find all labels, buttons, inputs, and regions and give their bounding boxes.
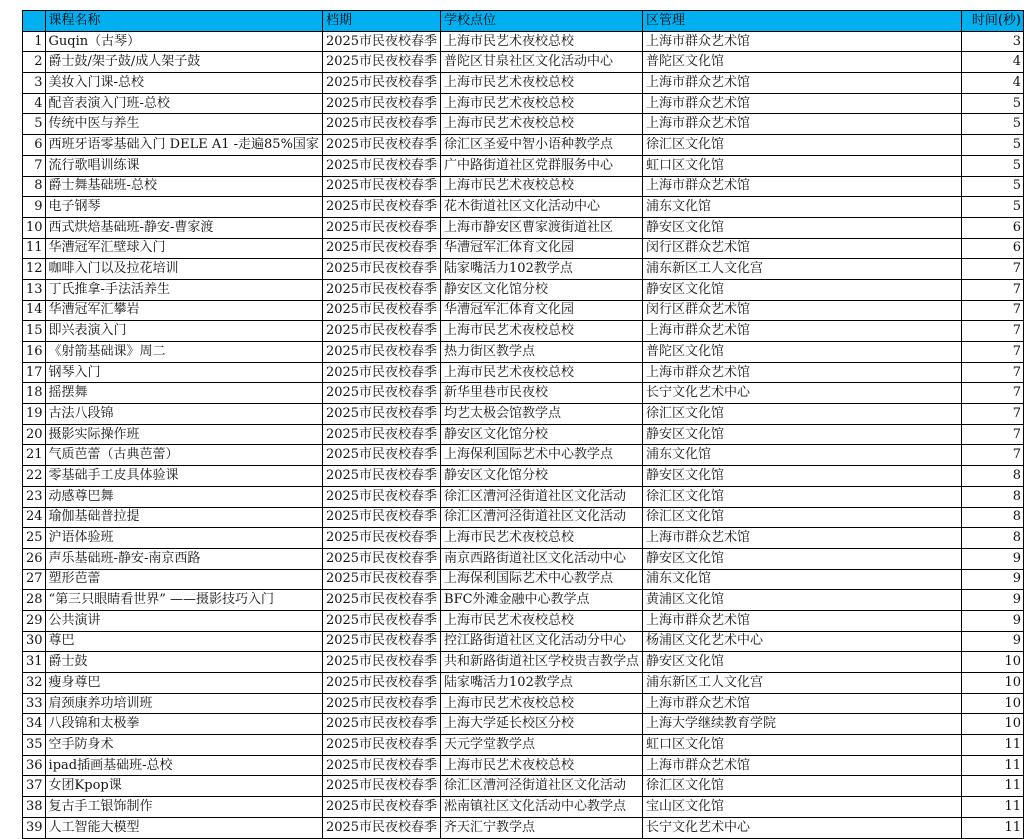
- time-cell[interactable]: 5: [962, 114, 1024, 135]
- table-row: [23, 776, 1024, 797]
- table-row: [23, 755, 1024, 776]
- course-name-cell[interactable]: 即兴表演入门: [45, 321, 322, 342]
- district-cell[interactable]: 普陀区文化馆: [643, 342, 962, 363]
- course-table: [22, 10, 1024, 839]
- school-cell[interactable]: 上海市民艺术夜校总校: [441, 610, 643, 631]
- time-cell[interactable]: 7: [962, 300, 1024, 321]
- course-name-cell[interactable]: 气质芭蕾（古典芭蕾）: [45, 445, 322, 466]
- district-cell[interactable]: 徐汇区文化馆: [643, 507, 962, 528]
- district-cell[interactable]: 上海市群众艺术馆: [643, 31, 962, 52]
- table-row: [23, 652, 1024, 673]
- course-name-cell[interactable]: 咖啡入门以及拉花培训: [45, 259, 322, 280]
- term-cell[interactable]: 2025市民夜校春季: [322, 114, 440, 135]
- time-cell[interactable]: 9: [962, 590, 1024, 611]
- row-index-cell[interactable]: 34: [23, 714, 46, 735]
- course-name-cell[interactable]: 配音表演入门班-总校: [45, 93, 322, 114]
- district-cell[interactable]: 宝山区文化馆: [643, 797, 962, 818]
- table-row: [23, 569, 1024, 590]
- school-cell[interactable]: 陆家嘴活力102教学点: [441, 259, 643, 280]
- school-cell[interactable]: 控江路街道社区文化活动分中心: [441, 631, 643, 652]
- time-cell[interactable]: 10: [962, 673, 1024, 694]
- course-name-cell[interactable]: 摄影实际操作班: [45, 424, 322, 445]
- time-cell[interactable]: 7: [962, 259, 1024, 280]
- district-cell[interactable]: 浦东文化馆: [643, 445, 962, 466]
- table-row: [23, 383, 1024, 404]
- time-cell[interactable]: 7: [962, 445, 1024, 466]
- time-cell[interactable]: 7: [962, 279, 1024, 300]
- course-name-cell[interactable]: 八段锦和太极拳: [45, 714, 322, 735]
- table-row: [23, 321, 1024, 342]
- term-cell[interactable]: 2025市民夜校春季: [322, 776, 440, 797]
- time-cell[interactable]: 7: [962, 383, 1024, 404]
- term-cell[interactable]: 2025市民夜校春季: [322, 73, 440, 94]
- term-cell[interactable]: 2025市民夜校春季: [322, 362, 440, 383]
- time-cell[interactable]: 11: [962, 817, 1024, 838]
- time-cell[interactable]: 10: [962, 714, 1024, 735]
- time-cell[interactable]: 6: [962, 217, 1024, 238]
- table-row: [23, 238, 1024, 259]
- table-row: [23, 610, 1024, 631]
- course-name-cell[interactable]: 西班牙语零基础入门 DELE A1 -走遍85%国家: [45, 135, 322, 156]
- row-index-cell[interactable]: 28: [23, 590, 46, 611]
- row-index-cell[interactable]: 9: [23, 197, 46, 218]
- course-name-cell[interactable]: 尊巴: [45, 631, 322, 652]
- district-cell[interactable]: 静安区文化馆: [643, 548, 962, 569]
- school-cell[interactable]: 静安区文化馆分校: [441, 279, 643, 300]
- school-cell[interactable]: 上海市民艺术夜校总校: [441, 114, 643, 135]
- school-cell[interactable]: 华漕冠军汇体育文化园: [441, 238, 643, 259]
- table-row: [23, 279, 1024, 300]
- table-row: [23, 590, 1024, 611]
- term-cell[interactable]: 2025市民夜校春季: [322, 238, 440, 259]
- school-cell[interactable]: 共和新路街道社区学校贵吉教学点: [441, 652, 643, 673]
- course-name-cell[interactable]: 电子钢琴: [45, 197, 322, 218]
- course-name-cell[interactable]: 古法八段锦: [45, 404, 322, 425]
- term-cell[interactable]: 2025市民夜校春季: [322, 735, 440, 756]
- course-name-cell[interactable]: ipad插画基础班-总校: [45, 755, 322, 776]
- table-row: [23, 817, 1024, 838]
- time-cell[interactable]: 7: [962, 342, 1024, 363]
- table-row: [23, 424, 1024, 445]
- table-row: [23, 735, 1024, 756]
- row-index-cell[interactable]: 8: [23, 176, 46, 197]
- district-cell[interactable]: 普陀区文化馆: [643, 52, 962, 73]
- district-cell[interactable]: 黄浦区文化馆: [643, 590, 962, 611]
- table-row: [23, 362, 1024, 383]
- row-index-cell[interactable]: 27: [23, 569, 46, 590]
- district-cell[interactable]: 上海市群众艺术馆: [643, 362, 962, 383]
- table-row: [23, 52, 1024, 73]
- time-cell[interactable]: 3: [962, 31, 1024, 52]
- school-cell[interactable]: 上海市民艺术夜校总校: [441, 362, 643, 383]
- term-cell[interactable]: 2025市民夜校春季: [322, 52, 440, 73]
- district-cell[interactable]: 闵行区群众艺术馆: [643, 300, 962, 321]
- time-cell[interactable]: 9: [962, 610, 1024, 631]
- table-row: [23, 176, 1024, 197]
- time-cell[interactable]: 5: [962, 155, 1024, 176]
- term-cell[interactable]: 2025市民夜校春季: [322, 652, 440, 673]
- time-cell[interactable]: 9: [962, 548, 1024, 569]
- course-name-cell[interactable]: 华漕冠军汇攀岩: [45, 300, 322, 321]
- row-index-cell[interactable]: 22: [23, 466, 46, 487]
- term-cell[interactable]: 2025市民夜校春季: [322, 755, 440, 776]
- time-cell[interactable]: 11: [962, 735, 1024, 756]
- row-index-cell[interactable]: 1: [23, 31, 46, 52]
- term-cell[interactable]: 2025市民夜校春季: [322, 197, 440, 218]
- district-cell[interactable]: 上海市群众艺术馆: [643, 321, 962, 342]
- district-cell[interactable]: 静安区文化馆: [643, 424, 962, 445]
- term-cell[interactable]: 2025市民夜校春季: [322, 279, 440, 300]
- district-cell[interactable]: 上海大学继续教育学院: [643, 714, 962, 735]
- district-cell[interactable]: 浦东文化馆: [643, 569, 962, 590]
- header-row: [23, 11, 1024, 32]
- time-cell[interactable]: 8: [962, 507, 1024, 528]
- school-cell[interactable]: 广中路街道社区党群服务中心: [441, 155, 643, 176]
- district-cell[interactable]: 浦东新区工人文化宫: [643, 673, 962, 694]
- table-row: [23, 445, 1024, 466]
- term-cell[interactable]: 2025市民夜校春季: [322, 155, 440, 176]
- course-name-cell[interactable]: 华漕冠军汇壁球入门: [45, 238, 322, 259]
- school-cell[interactable]: 花木街道社区文化活动中心: [441, 197, 643, 218]
- row-index-cell[interactable]: 23: [23, 486, 46, 507]
- header-term[interactable]: 档期: [322, 11, 440, 32]
- term-cell[interactable]: 2025市民夜校春季: [322, 714, 440, 735]
- time-cell[interactable]: 10: [962, 693, 1024, 714]
- term-cell[interactable]: 2025市民夜校春季: [322, 466, 440, 487]
- term-cell[interactable]: 2025市民夜校春季: [322, 404, 440, 425]
- time-cell[interactable]: 5: [962, 135, 1024, 156]
- term-cell[interactable]: 2025市民夜校春季: [322, 300, 440, 321]
- time-cell[interactable]: 7: [962, 424, 1024, 445]
- course-name-cell[interactable]: 丁氏推拿-手法活养生: [45, 279, 322, 300]
- district-cell[interactable]: 浦东新区工人文化宫: [643, 259, 962, 280]
- header-school[interactable]: 学校点位: [441, 11, 643, 32]
- time-cell[interactable]: 7: [962, 321, 1024, 342]
- table-row: [23, 507, 1024, 528]
- school-cell[interactable]: 上海大学延长校区分校: [441, 714, 643, 735]
- row-index-cell[interactable]: 37: [23, 776, 46, 797]
- course-name-cell[interactable]: 瑜伽基础普拉提: [45, 507, 322, 528]
- district-cell[interactable]: 徐汇区文化馆: [643, 776, 962, 797]
- row-index-cell[interactable]: 19: [23, 404, 46, 425]
- table-row: [23, 673, 1024, 694]
- district-cell[interactable]: 静安区文化馆: [643, 466, 962, 487]
- district-cell[interactable]: 上海市群众艺术馆: [643, 176, 962, 197]
- school-cell[interactable]: 上海市民艺术夜校总校: [441, 73, 643, 94]
- row-index-cell[interactable]: 3: [23, 73, 46, 94]
- row-index-cell[interactable]: 11: [23, 238, 46, 259]
- row-index-cell[interactable]: 12: [23, 259, 46, 280]
- term-cell[interactable]: 2025市民夜校春季: [322, 631, 440, 652]
- district-cell[interactable]: 虹口区文化馆: [643, 735, 962, 756]
- row-index-cell[interactable]: 36: [23, 755, 46, 776]
- row-index-cell[interactable]: 35: [23, 735, 46, 756]
- term-cell[interactable]: 2025市民夜校春季: [322, 507, 440, 528]
- term-cell[interactable]: 2025市民夜校春季: [322, 259, 440, 280]
- time-cell[interactable]: 6: [962, 238, 1024, 259]
- district-cell[interactable]: 闵行区群众艺术馆: [643, 238, 962, 259]
- course-name-cell[interactable]: 沪语体验班: [45, 528, 322, 549]
- district-cell[interactable]: 长宁文化艺术中心: [643, 817, 962, 838]
- term-cell[interactable]: 2025市民夜校春季: [322, 217, 440, 238]
- district-cell[interactable]: 上海市群众艺术馆: [643, 528, 962, 549]
- course-name-cell[interactable]: 传统中医与养生: [45, 114, 322, 135]
- school-cell[interactable]: 上海市民艺术夜校总校: [441, 528, 643, 549]
- row-index-cell[interactable]: 30: [23, 631, 46, 652]
- school-cell[interactable]: 上海保利国际艺术中心教学点: [441, 569, 643, 590]
- time-cell[interactable]: 11: [962, 797, 1024, 818]
- district-cell[interactable]: 上海市群众艺术馆: [643, 93, 962, 114]
- time-cell[interactable]: 5: [962, 197, 1024, 218]
- term-cell[interactable]: 2025市民夜校春季: [322, 548, 440, 569]
- course-name-cell[interactable]: 塑形芭蕾: [45, 569, 322, 590]
- row-index-cell[interactable]: 13: [23, 279, 46, 300]
- row-index-cell[interactable]: 16: [23, 342, 46, 363]
- course-name-cell[interactable]: 流行歌唱训练课: [45, 155, 322, 176]
- header-time[interactable]: 时间(秒): [962, 11, 1024, 32]
- time-cell[interactable]: 4: [962, 73, 1024, 94]
- district-cell[interactable]: 上海市群众艺术馆: [643, 693, 962, 714]
- school-cell[interactable]: 上海市民艺术夜校总校: [441, 176, 643, 197]
- table-row: [23, 73, 1024, 94]
- course-name-cell[interactable]: 爵士鼓: [45, 652, 322, 673]
- row-index-cell[interactable]: 14: [23, 300, 46, 321]
- time-cell[interactable]: 11: [962, 776, 1024, 797]
- school-cell[interactable]: 徐汇区漕河泾街道社区文化活动: [441, 776, 643, 797]
- time-cell[interactable]: 10: [962, 652, 1024, 673]
- term-cell[interactable]: 2025市民夜校春季: [322, 610, 440, 631]
- term-cell[interactable]: 2025市民夜校春季: [322, 424, 440, 445]
- district-cell[interactable]: 长宁文化艺术中心: [643, 383, 962, 404]
- term-cell[interactable]: 2025市民夜校春季: [322, 486, 440, 507]
- school-cell[interactable]: 上海市民艺术夜校总校: [441, 693, 643, 714]
- district-cell[interactable]: 杨浦区文化艺术中心: [643, 631, 962, 652]
- term-cell[interactable]: 2025市民夜校春季: [322, 817, 440, 838]
- course-name-cell[interactable]: 西式烘焙基础班-静安-曹家渡: [45, 217, 322, 238]
- term-cell[interactable]: 2025市民夜校春季: [322, 342, 440, 363]
- school-cell[interactable]: 上海市民艺术夜校总校: [441, 321, 643, 342]
- school-cell[interactable]: 上海市民艺术夜校总校: [441, 31, 643, 52]
- school-cell[interactable]: 淞南镇社区文化活动中心教学点: [441, 797, 643, 818]
- time-cell[interactable]: 4: [962, 52, 1024, 73]
- table-row: [23, 404, 1024, 425]
- row-index-cell[interactable]: 38: [23, 797, 46, 818]
- course-name-cell[interactable]: 女团Kpop课: [45, 776, 322, 797]
- course-name-cell[interactable]: 肩颈康养功培训班: [45, 693, 322, 714]
- school-cell[interactable]: 新华里巷市民夜校: [441, 383, 643, 404]
- school-cell[interactable]: 齐天汇宁教学点: [441, 817, 643, 838]
- row-index-cell[interactable]: 17: [23, 362, 46, 383]
- course-name-cell[interactable]: 爵士鼓/架子鼓/成人架子鼓: [45, 52, 322, 73]
- row-index-cell[interactable]: 2: [23, 52, 46, 73]
- school-cell[interactable]: 上海市民艺术夜校总校: [441, 93, 643, 114]
- course-name-cell[interactable]: 《射箭基础课》周二: [45, 342, 322, 363]
- header-district[interactable]: 区管理: [643, 11, 962, 32]
- school-cell[interactable]: 徐汇区漕河泾街道社区文化活动: [441, 507, 643, 528]
- time-cell[interactable]: 8: [962, 486, 1024, 507]
- header-course-name[interactable]: 课程名称: [45, 11, 322, 32]
- course-name-cell[interactable]: 人工智能大模型: [45, 817, 322, 838]
- district-cell[interactable]: 上海市群众艺术馆: [643, 73, 962, 94]
- term-cell[interactable]: 2025市民夜校春季: [322, 383, 440, 404]
- district-cell[interactable]: 虹口区文化馆: [643, 155, 962, 176]
- course-name-cell[interactable]: 瘦身尊巴: [45, 673, 322, 694]
- table-row: [23, 114, 1024, 135]
- course-name-cell[interactable]: 零基础手工皮具体验课: [45, 466, 322, 487]
- school-cell[interactable]: 上海市民艺术夜校总校: [441, 755, 643, 776]
- table-row: [23, 528, 1024, 549]
- district-cell[interactable]: 静安区文化馆: [643, 279, 962, 300]
- term-cell[interactable]: 2025市民夜校春季: [322, 93, 440, 114]
- row-index-cell[interactable]: 5: [23, 114, 46, 135]
- term-cell[interactable]: 2025市民夜校春季: [322, 673, 440, 694]
- row-index-cell[interactable]: 10: [23, 217, 46, 238]
- row-index-cell[interactable]: 31: [23, 652, 46, 673]
- course-name-cell[interactable]: 空手防身术: [45, 735, 322, 756]
- school-cell[interactable]: 热力街区教学点: [441, 342, 643, 363]
- row-index-cell[interactable]: 18: [23, 383, 46, 404]
- time-cell[interactable]: 7: [962, 362, 1024, 383]
- course-name-cell[interactable]: 美妆入门课-总校: [45, 73, 322, 94]
- course-name-cell[interactable]: 爵士舞基础班-总校: [45, 176, 322, 197]
- row-index-cell[interactable]: 26: [23, 548, 46, 569]
- row-index-cell[interactable]: 24: [23, 507, 46, 528]
- course-name-cell[interactable]: 复古手工银饰制作: [45, 797, 322, 818]
- row-index-cell[interactable]: 29: [23, 610, 46, 631]
- term-cell[interactable]: 2025市民夜校春季: [322, 445, 440, 466]
- row-index-cell[interactable]: 7: [23, 155, 46, 176]
- time-cell[interactable]: 9: [962, 631, 1024, 652]
- row-index-cell[interactable]: 21: [23, 445, 46, 466]
- table-row: [23, 93, 1024, 114]
- school-cell[interactable]: 普陀区甘泉社区文化活动中心: [441, 52, 643, 73]
- table-row: [23, 259, 1024, 280]
- term-cell[interactable]: 2025市民夜校春季: [322, 135, 440, 156]
- table-row: [23, 466, 1024, 487]
- row-index-cell[interactable]: 33: [23, 693, 46, 714]
- table-row: [23, 197, 1024, 218]
- term-cell[interactable]: 2025市民夜校春季: [322, 31, 440, 52]
- district-cell[interactable]: 上海市群众艺术馆: [643, 114, 962, 135]
- school-cell[interactable]: 徐汇区圣爱中智小语种教学点: [441, 135, 643, 156]
- district-cell[interactable]: 上海市群众艺术馆: [643, 610, 962, 631]
- table-row: [23, 714, 1024, 735]
- term-cell[interactable]: 2025市民夜校春季: [322, 528, 440, 549]
- row-index-cell[interactable]: 15: [23, 321, 46, 342]
- school-cell[interactable]: 静安区文化馆分校: [441, 424, 643, 445]
- course-name-cell[interactable]: 公共演讲: [45, 610, 322, 631]
- table-row: [23, 342, 1024, 363]
- table-row: [23, 300, 1024, 321]
- district-cell[interactable]: 徐汇区文化馆: [643, 404, 962, 425]
- school-cell[interactable]: 徐汇区漕河泾街道社区文化活动: [441, 486, 643, 507]
- time-cell[interactable]: 8: [962, 466, 1024, 487]
- school-cell[interactable]: 均艺太极会馆教学点: [441, 404, 643, 425]
- time-cell[interactable]: 8: [962, 528, 1024, 549]
- term-cell[interactable]: 2025市民夜校春季: [322, 569, 440, 590]
- course-name-cell[interactable]: 钢琴入门: [45, 362, 322, 383]
- district-cell[interactable]: 徐汇区文化馆: [643, 135, 962, 156]
- term-cell[interactable]: 2025市民夜校春季: [322, 321, 440, 342]
- course-name-cell[interactable]: 动感尊巴舞: [45, 486, 322, 507]
- course-name-cell[interactable]: “第三只眼睛看世界” ——摄影技巧入门: [45, 590, 322, 611]
- time-cell[interactable]: 7: [962, 404, 1024, 425]
- school-cell[interactable]: 天元学堂教学点: [441, 735, 643, 756]
- table-row: [23, 135, 1024, 156]
- time-cell[interactable]: 5: [962, 176, 1024, 197]
- course-name-cell[interactable]: Guqin（古琴）: [45, 31, 322, 52]
- district-cell[interactable]: 静安区文化馆: [643, 652, 962, 673]
- school-cell[interactable]: 上海市静安区曹家渡街道社区: [441, 217, 643, 238]
- term-cell[interactable]: 2025市民夜校春季: [322, 176, 440, 197]
- table-row: [23, 797, 1024, 818]
- time-cell[interactable]: 11: [962, 755, 1024, 776]
- term-cell[interactable]: 2025市民夜校春季: [322, 693, 440, 714]
- school-cell[interactable]: 上海保利国际艺术中心教学点: [441, 445, 643, 466]
- table-row: [23, 31, 1024, 52]
- time-cell[interactable]: 5: [962, 93, 1024, 114]
- district-cell[interactable]: 浦东文化馆: [643, 197, 962, 218]
- time-cell[interactable]: 9: [962, 569, 1024, 590]
- row-index-cell[interactable]: 20: [23, 424, 46, 445]
- row-index-cell[interactable]: 25: [23, 528, 46, 549]
- course-name-cell[interactable]: 声乐基础班-静安-南京西路: [45, 548, 322, 569]
- header-index-cell[interactable]: [23, 11, 46, 32]
- table-row: [23, 548, 1024, 569]
- school-cell[interactable]: BFC外滩金融中心教学点: [441, 590, 643, 611]
- school-cell[interactable]: 静安区文化馆分校: [441, 466, 643, 487]
- table-row: [23, 217, 1024, 238]
- table-row: [23, 631, 1024, 652]
- school-cell[interactable]: 华漕冠军汇体育文化园: [441, 300, 643, 321]
- row-index-cell[interactable]: 32: [23, 673, 46, 694]
- term-cell[interactable]: 2025市民夜校春季: [322, 797, 440, 818]
- school-cell[interactable]: 南京西路街道社区文化活动中心: [441, 548, 643, 569]
- district-cell[interactable]: 静安区文化馆: [643, 217, 962, 238]
- table-row: [23, 486, 1024, 507]
- district-cell[interactable]: 徐汇区文化馆: [643, 486, 962, 507]
- table-row: [23, 155, 1024, 176]
- term-cell[interactable]: 2025市民夜校春季: [322, 590, 440, 611]
- course-name-cell[interactable]: 摇摆舞: [45, 383, 322, 404]
- row-index-cell[interactable]: 39: [23, 817, 46, 838]
- row-index-cell[interactable]: 6: [23, 135, 46, 156]
- district-cell[interactable]: 上海市群众艺术馆: [643, 755, 962, 776]
- table-row: [23, 693, 1024, 714]
- school-cell[interactable]: 陆家嘴活力102教学点: [441, 673, 643, 694]
- row-index-cell[interactable]: 4: [23, 93, 46, 114]
